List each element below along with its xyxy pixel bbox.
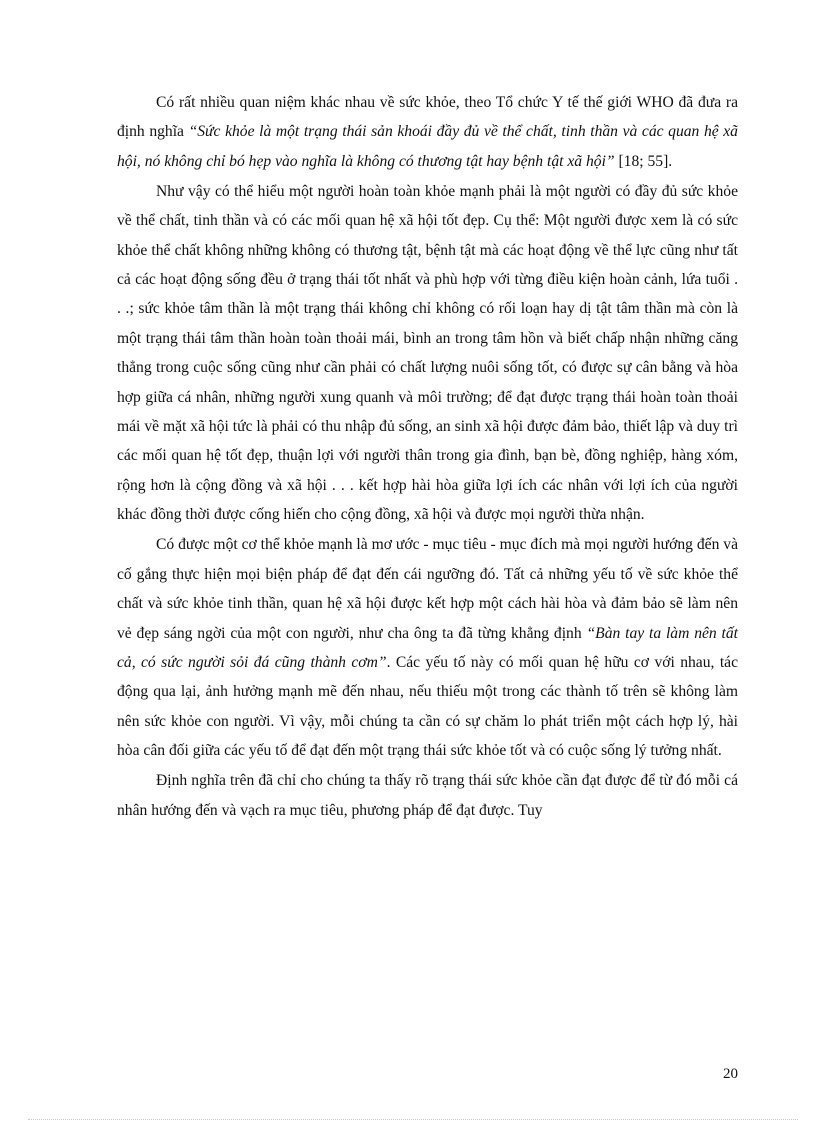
page-bottom-border (28, 1119, 798, 1120)
citation: [18; 55]. (614, 152, 673, 170)
paragraph-definition-summary: Định nghĩa trên đã chỉ cho chúng ta thấy rõ trạng thái sức khỏe cần đạt được để từ đó mỗi cá nhân hướng đến và vạch ra mục tiêu, phương pháp để đạt được. Tuy (117, 772, 738, 819)
paragraph-text: Có rất nhiều quan niệm khác nhau về sức khỏe, theo Tổ chức Y tế thế giới WHO đã đưa ra định nghĩa (117, 94, 738, 141)
paragraph-healthy-person: Như vậy có thể hiểu một người hoàn toàn khỏe mạnh phải là một người có đầy đủ sức khỏe về thể chất, tinh thần và có các mối quan hệ xã hội tốt đẹp. Cụ thể: Một người được xem là có sức khỏe thể chất không những không có thương tật, bệnh tật mà các hoạt động về thể lực cũng như tất cả các hoạt động sống đều ở trạng thái tốt nhất và phù hợp với từng điều kiện hoàn cảnh, lứa tuổi . . .; sức khỏe tâm thần là một trạng thái không chỉ không có rối loạn hay dị tật tâm thần mà còn là một trạng thái tâm thần hoàn toàn thoải mái, bình an trong tâm hồn và biết chấp nhận những căng thẳng trong cuộc sống cũng như cần phải có chất lượng nuôi sống tốt, có được sự cân bằng và hòa hợp giữa cá nhân, những người xung quanh và môi trường; để đạt được trạng thái hoàn toàn thoải mái về mặt xã hội tức là phải có thu nhập đủ sống, an sinh xã hội được đảm bảo, thiết lập và duy trì các mối quan hệ tốt đẹp, thuận lợi với người thân trong gia đình, bạn bè, đồng nghiệp, hàng xóm, rộng hơn là cộng đồng và xã hội . . . kết hợp hài hòa giữa lợi ích các nhân với lợi ích của người khác đồng thời được cống hiến cho cộng đồng, xã hội và được mọi người thừa nhận. (117, 182, 738, 524)
paragraph-who-definition (117, 88, 738, 176)
who-definition-quote: “Sức khỏe là một trạng thái sản khoái đầy đủ về thể chất, tinh thần và các quan hệ xã hội, nó không chỉ bó hẹp vào nghĩa là không có thương tật hay bệnh tật xã hội” (117, 123, 738, 170)
proverb-quote: “Bàn tay ta làm nên tất cả, có sức người sỏi đá cũng thành cơm” (117, 624, 738, 671)
paragraph-text: . Các yếu tố này có mối quan hệ hữu cơ với nhau, tác động qua lại, ảnh hưởng mạnh mẽ đến nhau, nếu thiếu một trong các thành tố trên sẽ không làm nên sức khỏe con người. Vì vậy, mỗi chúng ta cần có sự chăm lo phát triển một cách hợp lý, hài hòa cân đối giữa các yếu tố để đạt đến một trạng thái sức khỏe tốt và có cuộc sống lý tưởng nhất. (117, 653, 738, 760)
paragraph-text: Có được một cơ thể khỏe mạnh là mơ ước - mục tiêu - mục đích mà mọi người hướng đến và cố gắng thực hiện mọi biện pháp để đạt đến cái ngưỡng đó. Tất cả những yếu tố về sức khỏe thể chất và sức khỏe tinh thần, quan hệ xã hội được kết hợp một cách hài hòa và đảm bảo sẽ làm nên vẻ đẹp sáng ngời của một con người, như cha ông ta đã từng khẳng định (117, 536, 738, 642)
paragraph-healthy-body (117, 530, 738, 765)
page-number: 20 (723, 1066, 738, 1082)
page-body (117, 88, 738, 826)
